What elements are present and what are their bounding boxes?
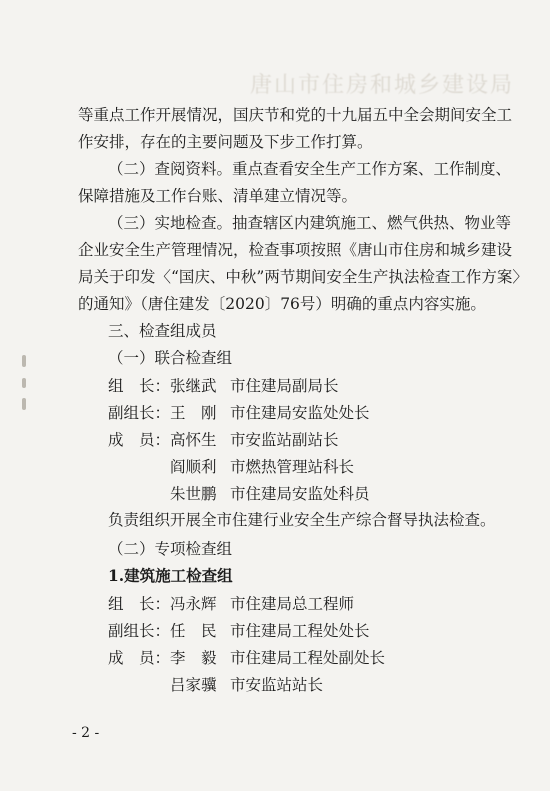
page-number: - 2 - (72, 725, 100, 741)
group-heading: 1.建筑施工检查组 (108, 566, 233, 585)
member-name: 朱世鹏 (170, 485, 217, 503)
member-role: 组 长： (108, 595, 171, 613)
member-title: 市住建局工程处副处长 (230, 649, 386, 667)
member-name: 张继武 (170, 377, 217, 395)
section-heading: 三、检查组成员 (108, 322, 217, 340)
member-role: 成 员： (108, 431, 171, 449)
member-name: 王 刚 (170, 404, 217, 422)
member-name: 高怀生 (170, 431, 217, 449)
member-title: 市住建局副局长 (230, 377, 339, 395)
paragraph-line: 局关于印发〈“国庆、中秋”两节期间安全生产执法检查工作方案〉 (78, 268, 528, 286)
bleed-through-header: 唐山市住房和城乡建设局 (250, 73, 515, 94)
subsection-heading: （一）联合检查组 (108, 349, 233, 367)
paragraph-line: （二）查阅资料。重点查看安全生产工作方案、工作制度、 (108, 160, 512, 178)
paragraph-line: 作安排，存在的主要问题及下步工作打算。 (78, 133, 373, 151)
paragraph-line: 负责组织开展全市住建行业安全生产综合督导执法检查。 (108, 511, 496, 529)
paragraph-line: （三）实地检查。抽查辖区内建筑施工、燃气供热、物业等 (108, 214, 512, 232)
binding-mark (22, 355, 26, 367)
member-title: 市安监站副站长 (230, 431, 339, 449)
member-name: 吕家骥 (170, 676, 217, 694)
member-title: 市燃热管理站科长 (230, 458, 355, 476)
member-name: 冯永辉 (170, 595, 217, 613)
paragraph-line: 的通知》（唐住建发〔2020〕76号）明确的重点内容实施。 (78, 295, 486, 313)
member-name: 李 毅 (170, 649, 217, 667)
member-title: 市安监站站长 (230, 676, 324, 694)
member-name: 任 民 (170, 622, 217, 640)
paragraph-line: 企业安全生产管理情况，检查事项按照《唐山市住房和城乡建设 (78, 241, 513, 259)
paragraph-line: 等重点工作开展情况，国庆节和党的十九届五中全会期间安全工 (78, 106, 513, 124)
member-name: 阎顺利 (170, 458, 217, 476)
subsection-heading: （二）专项检查组 (108, 540, 233, 558)
member-role: 组 长： (108, 377, 171, 395)
binding-mark (22, 398, 26, 410)
member-role: 副组长： (108, 622, 171, 640)
member-title: 市住建局安监处科员 (230, 485, 370, 503)
member-role: 成 员： (108, 649, 171, 667)
member-title: 市住建局工程处处长 (230, 622, 370, 640)
member-role: 副组长： (108, 404, 171, 422)
paragraph-line: 保障措施及工作台账、清单建立情况等。 (78, 187, 358, 205)
binding-mark (22, 378, 26, 388)
member-title: 市住建局总工程师 (230, 595, 355, 613)
member-title: 市住建局安监处处长 (230, 404, 370, 422)
